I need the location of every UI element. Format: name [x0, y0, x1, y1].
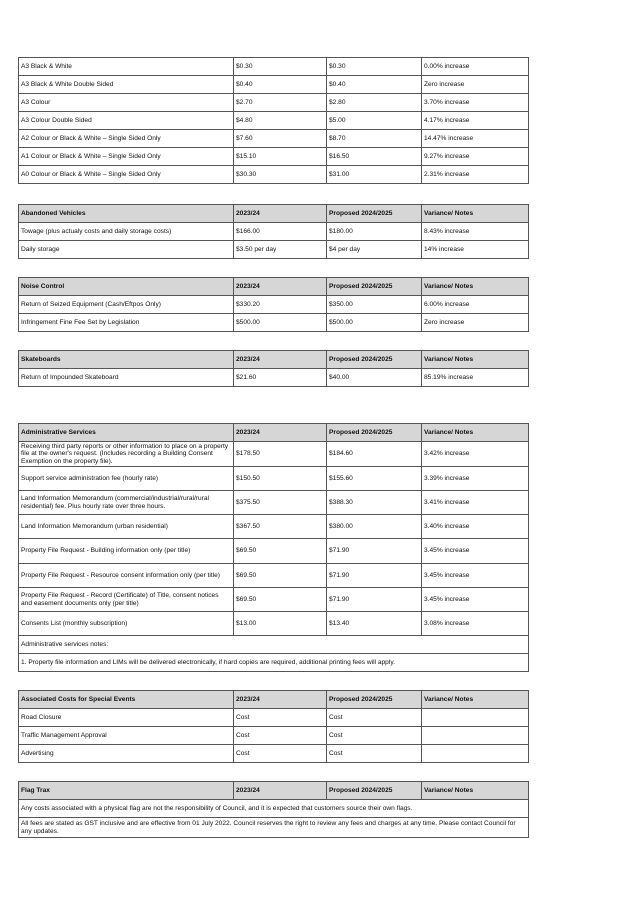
table-row	[19, 709, 529, 727]
table-row	[19, 467, 529, 491]
fee-variance: 9.27% increase	[422, 148, 529, 166]
column-header-current: 2023/24	[234, 691, 327, 709]
table-row	[19, 241, 529, 259]
fee-current: $150.50	[234, 467, 327, 491]
column-header-variance: Variance/ Notes	[422, 351, 529, 369]
column-header-proposed: Proposed 2024/2025	[327, 205, 422, 223]
fee-variance: 14% increase	[422, 241, 529, 259]
fee-current: $69.50	[234, 539, 327, 564]
fee-current: $0.30	[234, 58, 327, 76]
fee-description: Property File Request - Building information only (per title)	[19, 539, 234, 564]
table-header-row	[19, 424, 529, 442]
fee-proposed: $2.80	[327, 94, 422, 112]
noise-control-table	[18, 277, 529, 332]
fee-description: Advertising	[19, 745, 234, 763]
table-row	[19, 442, 529, 467]
fee-proposed: $40.00	[327, 369, 422, 387]
column-header-current: 2023/24	[234, 782, 327, 800]
fee-proposed: $388.30	[327, 491, 422, 515]
fee-description: Traffic Management Approval	[19, 727, 234, 745]
administrative-services-table	[18, 423, 529, 672]
fee-variance: Zero increase	[422, 314, 529, 332]
column-header-current: 2023/24	[234, 351, 327, 369]
fee-current: $4.80	[234, 112, 327, 130]
table-row	[19, 564, 529, 588]
fee-current: $69.50	[234, 564, 327, 588]
fee-variance: 3.08% increase	[422, 612, 529, 636]
table-row	[19, 112, 529, 130]
fee-current: $0.40	[234, 76, 327, 94]
fee-current: $13.00	[234, 612, 327, 636]
section-title: Administrative Services	[19, 424, 234, 442]
fee-current: $3.50 per day	[234, 241, 327, 259]
table-header-row	[19, 782, 529, 800]
table-row	[19, 314, 529, 332]
table-row	[19, 612, 529, 636]
fee-proposed: $5.00	[327, 112, 422, 130]
fee-current: $367.50	[234, 515, 327, 539]
table-row	[19, 94, 529, 112]
fee-description: A3 Colour Double Sided	[19, 112, 234, 130]
fee-proposed: $350.00	[327, 296, 422, 314]
fee-variance: 3.70% increase	[422, 94, 529, 112]
fee-description: A3 Black & White Double Sided	[19, 76, 234, 94]
column-header-variance: Variance/ Notes	[422, 782, 529, 800]
column-header-proposed: Proposed 2024/2025	[327, 278, 422, 296]
table-row	[19, 148, 529, 166]
fee-description: Return of Impounded Skateboard	[19, 369, 234, 387]
fee-proposed: $8.70	[327, 130, 422, 148]
fee-description: Infringement Fine Fee Set by Legislation	[19, 314, 234, 332]
fee-variance	[422, 745, 529, 763]
fee-proposed: $500.00	[327, 314, 422, 332]
fee-current: $330.20	[234, 296, 327, 314]
section-title: Abandoned Vehicles	[19, 205, 234, 223]
fee-variance: 3.45% increase	[422, 564, 529, 588]
section-title: Skateboards	[19, 351, 234, 369]
column-header-variance: Variance/ Notes	[422, 424, 529, 442]
fee-proposed: $16.50	[327, 148, 422, 166]
fee-variance: 2.31% increase	[422, 166, 529, 184]
fee-proposed: $71.90	[327, 588, 422, 612]
column-header-proposed: Proposed 2024/2025	[327, 691, 422, 709]
fee-proposed: Cost	[327, 745, 422, 763]
notes-row	[19, 800, 529, 818]
fee-current: $69.50	[234, 588, 327, 612]
fee-description: A3 Black & White	[19, 58, 234, 76]
column-header-current: 2023/24	[234, 424, 327, 442]
notes-row	[19, 818, 529, 838]
section-title: Flag Trax	[19, 782, 234, 800]
fee-variance: Zero increase	[422, 76, 529, 94]
fee-description: A2 Colour or Black & White – Single Sided Only	[19, 130, 234, 148]
note-text: 1. Property file information and LIMs will be delivered electronically, if hard copies are required, additional printing fees will apply.	[19, 654, 529, 672]
fee-variance: 3.45% increase	[422, 539, 529, 564]
column-header-proposed: Proposed 2024/2025	[327, 351, 422, 369]
table-row	[19, 515, 529, 539]
fee-variance: 0.00% increase	[422, 58, 529, 76]
fee-current: $2.70	[234, 94, 327, 112]
fee-proposed: Cost	[327, 709, 422, 727]
fee-current: $15.10	[234, 148, 327, 166]
table-row	[19, 745, 529, 763]
table-row	[19, 76, 529, 94]
fee-current: $500.00	[234, 314, 327, 332]
fee-current: $178.50	[234, 442, 327, 467]
table-header-row	[19, 278, 529, 296]
printing-fees-table	[18, 57, 529, 184]
flag-trax-table	[18, 781, 529, 838]
fee-proposed: $31.00	[327, 166, 422, 184]
table-row	[19, 58, 529, 76]
fee-current: $7.60	[234, 130, 327, 148]
fee-description: Daily storage	[19, 241, 234, 259]
fee-variance: 3.42% increase	[422, 442, 529, 467]
notes-row	[19, 654, 529, 672]
fee-proposed: $0.30	[327, 58, 422, 76]
fee-current: $30.30	[234, 166, 327, 184]
table-header-row	[19, 205, 529, 223]
fee-proposed: $184.60	[327, 442, 422, 467]
table-row	[19, 130, 529, 148]
table-row	[19, 223, 529, 241]
fee-proposed: Cost	[327, 727, 422, 745]
table-row	[19, 369, 529, 387]
fee-variance: 4.17% increase	[422, 112, 529, 130]
skateboards-table	[18, 350, 529, 387]
section-title: Noise Control	[19, 278, 234, 296]
fee-variance: 85.19% increase	[422, 369, 529, 387]
fee-proposed: $13.40	[327, 612, 422, 636]
column-header-variance: Variance/ Notes	[422, 691, 529, 709]
fee-proposed: $4 per day	[327, 241, 422, 259]
fee-description: Land Information Memorandum (commercial/industrial/rural/rural residential) fee. Plus hourly rate over three hours.	[19, 491, 234, 515]
fee-description: Support service administration fee (hourly rate)	[19, 467, 234, 491]
notes-row	[19, 636, 529, 654]
fee-description: A0 Colour or Black & White – Single Sided Only	[19, 166, 234, 184]
table-row	[19, 491, 529, 515]
fee-description: Receiving third party reports or other information to place on a property file at the owner's request. (Includes recording a Building Consent Exemption on the property file).	[19, 442, 234, 467]
special-events-table	[18, 690, 529, 763]
fee-description: Property File Request - Record (Certificate) of Title, consent notices and easement documents only (per title)	[19, 588, 234, 612]
fee-proposed: $380.00	[327, 515, 422, 539]
fee-proposed: $71.90	[327, 539, 422, 564]
fee-description: Return of Seized Equipment (Cash/Eftpos Only)	[19, 296, 234, 314]
note-text: Any costs associated with a physical flag are not the responsibility of Council, and it is expected that customers source their own flags.	[19, 800, 529, 818]
fee-proposed: $155.60	[327, 467, 422, 491]
fee-variance: 14.47% increase	[422, 130, 529, 148]
fee-current: Cost	[234, 727, 327, 745]
fee-variance	[422, 727, 529, 745]
abandoned-vehicles-table	[18, 204, 529, 259]
note-text: All fees are stated as GST inclusive and are effective from 01 July 2022. Council reserves the right to review any fees and charges at any time. Please contact Council for any updates.	[19, 818, 529, 838]
fee-description: Property File Request - Resource consent information only (per title)	[19, 564, 234, 588]
table-row	[19, 166, 529, 184]
table-row	[19, 296, 529, 314]
fee-description: Land Information Memorandum (urban residential)	[19, 515, 234, 539]
fee-current: $21.60	[234, 369, 327, 387]
table-row	[19, 539, 529, 564]
fee-variance: 8.43% increase	[422, 223, 529, 241]
column-header-variance: Variance/ Notes	[422, 205, 529, 223]
notes-title: Administrative services notes:	[19, 636, 529, 654]
fee-current: Cost	[234, 709, 327, 727]
fee-proposed: $71.90	[327, 564, 422, 588]
column-header-variance: Variance/ Notes	[422, 278, 529, 296]
table-row	[19, 588, 529, 612]
column-header-current: 2023/24	[234, 278, 327, 296]
column-header-current: 2023/24	[234, 205, 327, 223]
fee-description: A1 Colour or Black & White – Single Sided Only	[19, 148, 234, 166]
fee-current: $166.00	[234, 223, 327, 241]
fee-proposed: $0.40	[327, 76, 422, 94]
table-row	[19, 727, 529, 745]
table-header-row	[19, 351, 529, 369]
fee-variance: 3.41% increase	[422, 491, 529, 515]
fee-variance: 3.40% increase	[422, 515, 529, 539]
fee-description: Road Closure	[19, 709, 234, 727]
fee-variance	[422, 709, 529, 727]
table-header-row	[19, 691, 529, 709]
fee-variance: 6.00% increase	[422, 296, 529, 314]
fee-description: Consents List (monthly subscription)	[19, 612, 234, 636]
column-header-proposed: Proposed 2024/2025	[327, 424, 422, 442]
fee-description: Towage (plus actualy costs and daily storage costs)	[19, 223, 234, 241]
fee-description: A3 Colour	[19, 94, 234, 112]
fee-proposed: $180.00	[327, 223, 422, 241]
section-title: Associated Costs for Special Events	[19, 691, 234, 709]
fee-current: Cost	[234, 745, 327, 763]
fee-current: $375.50	[234, 491, 327, 515]
column-header-proposed: Proposed 2024/2025	[327, 782, 422, 800]
fee-variance: 3.45% increase	[422, 588, 529, 612]
fee-variance: 3.39% increase	[422, 467, 529, 491]
